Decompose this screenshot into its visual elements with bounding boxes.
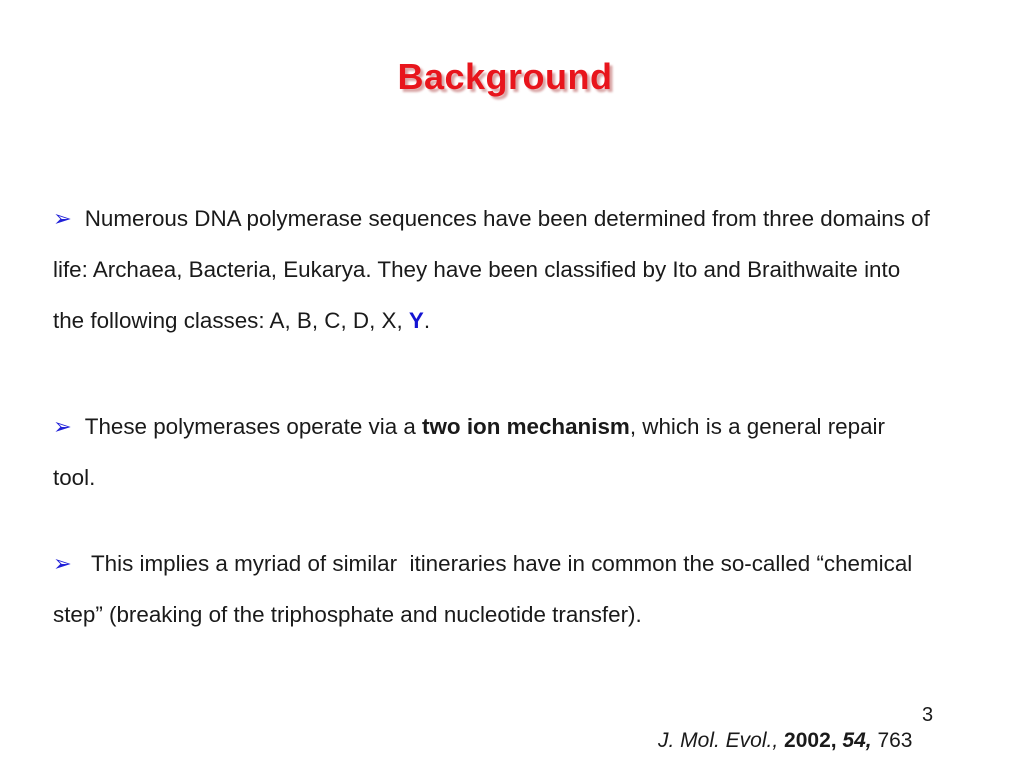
citation	[658, 729, 913, 753]
bullet-2-bold-phrase: two ion mechanism	[422, 414, 630, 440]
bullet-arrow-icon: ➢	[53, 206, 72, 232]
slide-title: Background	[397, 56, 613, 97]
bullet-arrow-icon: ➢	[53, 414, 72, 440]
bullet-item-2	[53, 401, 933, 503]
bullet-arrow-icon: ➢	[53, 551, 72, 577]
citation-volume: 54,	[842, 729, 878, 752]
bullet-1-highlight-y: Y	[408, 308, 424, 334]
bullet-1-period: .	[423, 308, 431, 334]
page-number: 3	[922, 704, 934, 726]
bullet-2-text-post: , which is a general repair tool.	[53, 414, 885, 491]
bullet-item-1	[53, 193, 933, 346]
bullet-2-text-pre: These polymerases operate via a	[84, 414, 423, 440]
citation-pages: 763	[877, 729, 913, 752]
bullet-item-3	[53, 538, 933, 640]
citation-journal: J. Mol. Evol.,	[658, 729, 785, 752]
bullet-1-text: Numerous DNA polymerase sequences have been determined from three domains of life: Archaea, Bacteria, Eukarya. They have been classified by Ito and Braithwaite into the following classes: A, B, C, D, X,	[53, 206, 930, 334]
bullet-3-text: This implies a myriad of similar itineraries have in common the so-called “chemical step” (breaking of the triphosphate and nucleotide transfer).	[53, 551, 913, 628]
citation-year: 2002,	[784, 729, 843, 752]
